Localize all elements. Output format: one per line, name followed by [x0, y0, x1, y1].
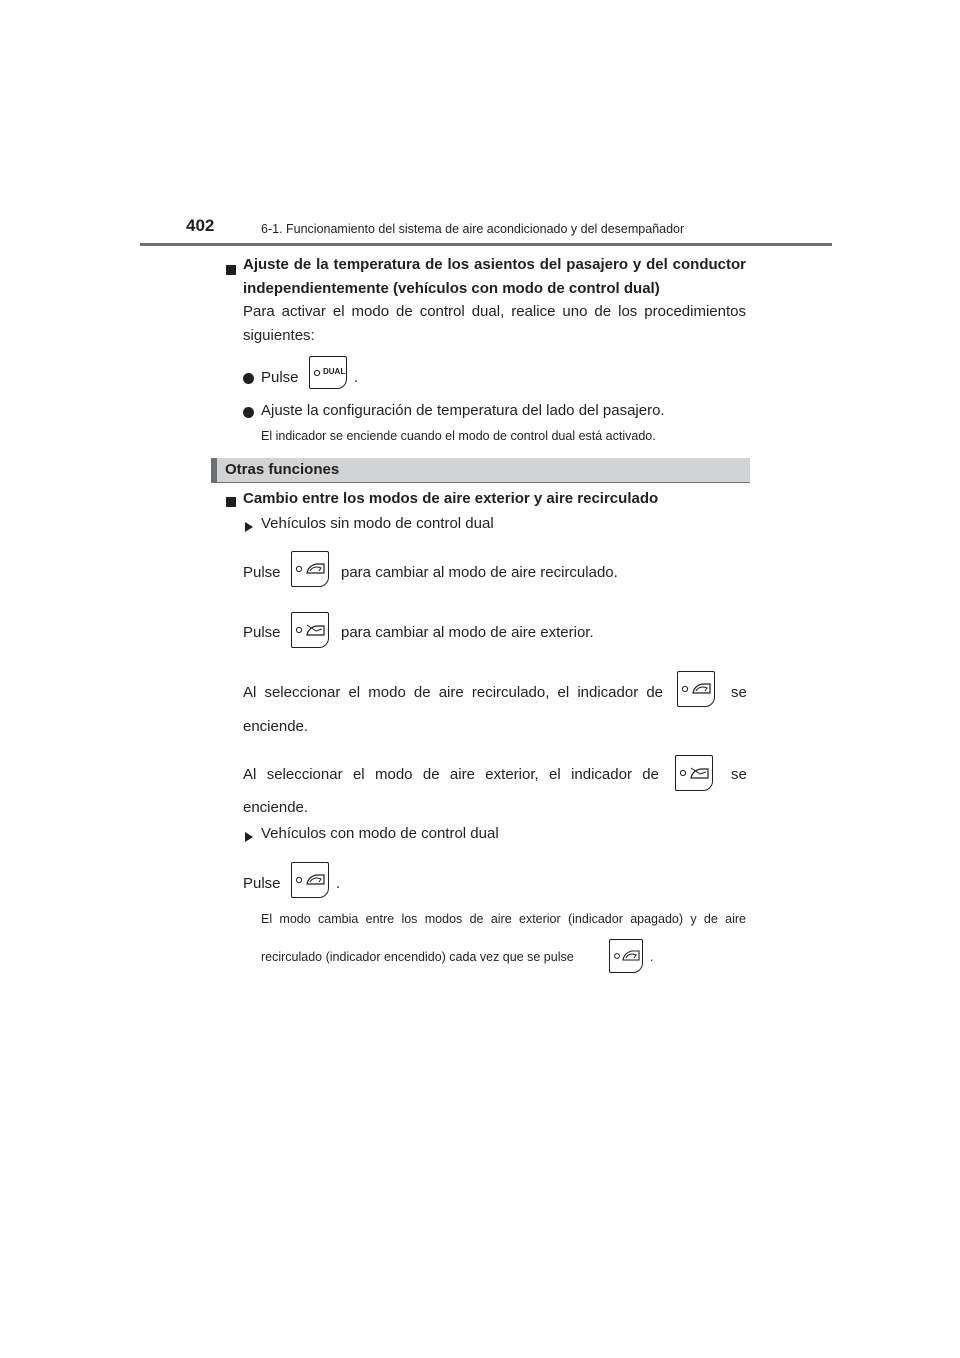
outside-air-icon: [676, 756, 714, 792]
recirculation-indicator: [677, 671, 715, 707]
pulse-label-2: Pulse: [243, 624, 281, 641]
pulse-label-3: Pulse: [243, 875, 281, 892]
enciende-2: enciende.: [243, 799, 309, 816]
pulse-period: .: [336, 875, 341, 892]
outside-air-button[interactable]: [291, 612, 329, 648]
dual-intro-line1: Para activar el modo de control dual, realice uno de los procedimientos: [243, 303, 746, 320]
outside-air-icon: [292, 613, 330, 649]
dual-button-label: DUAL: [323, 367, 346, 376]
se-word-1: se: [731, 684, 747, 701]
bullet1-period: .: [354, 369, 359, 386]
pulse-label-1: Pulse: [243, 564, 281, 581]
section-bar-otras-funciones: [211, 458, 750, 483]
dual-note: El indicador se enciende cuando el modo de control dual está activado.: [261, 429, 656, 443]
header-divider: [140, 243, 832, 246]
square-bullet-icon: [226, 262, 236, 280]
air-mode-button[interactable]: [291, 862, 329, 898]
round-bullet-icon: [243, 405, 254, 423]
recirc-description: para cambiar al modo de aire recirculado.: [341, 564, 618, 581]
mode-note-line1: El modo cambia entre los modos de aire exterior (indicador apagado) y de aire: [261, 912, 746, 926]
square-bullet-icon: [226, 494, 236, 512]
recirculation-icon: [678, 672, 716, 708]
section-title: Otras funciones: [225, 461, 340, 478]
recirculation-icon: [292, 552, 330, 588]
section-heading-dual-cont: independientemente (vehículos con modo de control dual): [243, 280, 660, 297]
exterior-description: para cambiar al modo de aire exterior.: [341, 624, 594, 641]
triangle-bullet-icon: [245, 519, 253, 537]
dual-intro-line2: siguientes:: [243, 327, 315, 344]
triangle-bullet-icon: [245, 829, 253, 847]
bullet1-pulse-text: Pulse: [261, 369, 299, 386]
section-heading-dual: Ajuste de la temperatura de los asientos del pasajero y del conductor: [243, 256, 746, 273]
subheading-with-dual: Vehículos con modo de control dual: [261, 825, 499, 842]
section-heading-air-mode: Cambio entre los modos de aire exterior y aire recirculado: [243, 490, 659, 507]
page-number: 402: [186, 216, 215, 235]
recirculation-icon: [292, 863, 330, 899]
bullet2-text: Ajuste la configuración de temperatura del lado del pasajero.: [261, 402, 665, 419]
enciende-1: enciende.: [243, 718, 309, 735]
mode-note-line2: recirculado (indicador encendido) cada vez que se pulse: [261, 950, 574, 964]
chapter-title: 6-1. Funcionamiento del sistema de aire acondicionado y del desempañador: [261, 222, 685, 236]
se-word-2: se: [731, 766, 747, 783]
recirculation-button[interactable]: [291, 551, 329, 587]
recirculation-icon: [610, 940, 644, 974]
dual-button[interactable]: [309, 356, 347, 389]
exterior-indicator-text: Al seleccionar el modo de aire exterior, el indicador de: [243, 766, 659, 783]
air-mode-button-small[interactable]: [609, 939, 643, 973]
subheading-without-dual: Vehículos sin modo de control dual: [261, 515, 494, 532]
note-period: .: [650, 950, 654, 964]
outside-air-indicator: [675, 755, 713, 791]
round-bullet-icon: [243, 371, 254, 389]
recirc-indicator-text: Al seleccionar el modo de aire recirculado, el indicador de: [243, 684, 663, 701]
